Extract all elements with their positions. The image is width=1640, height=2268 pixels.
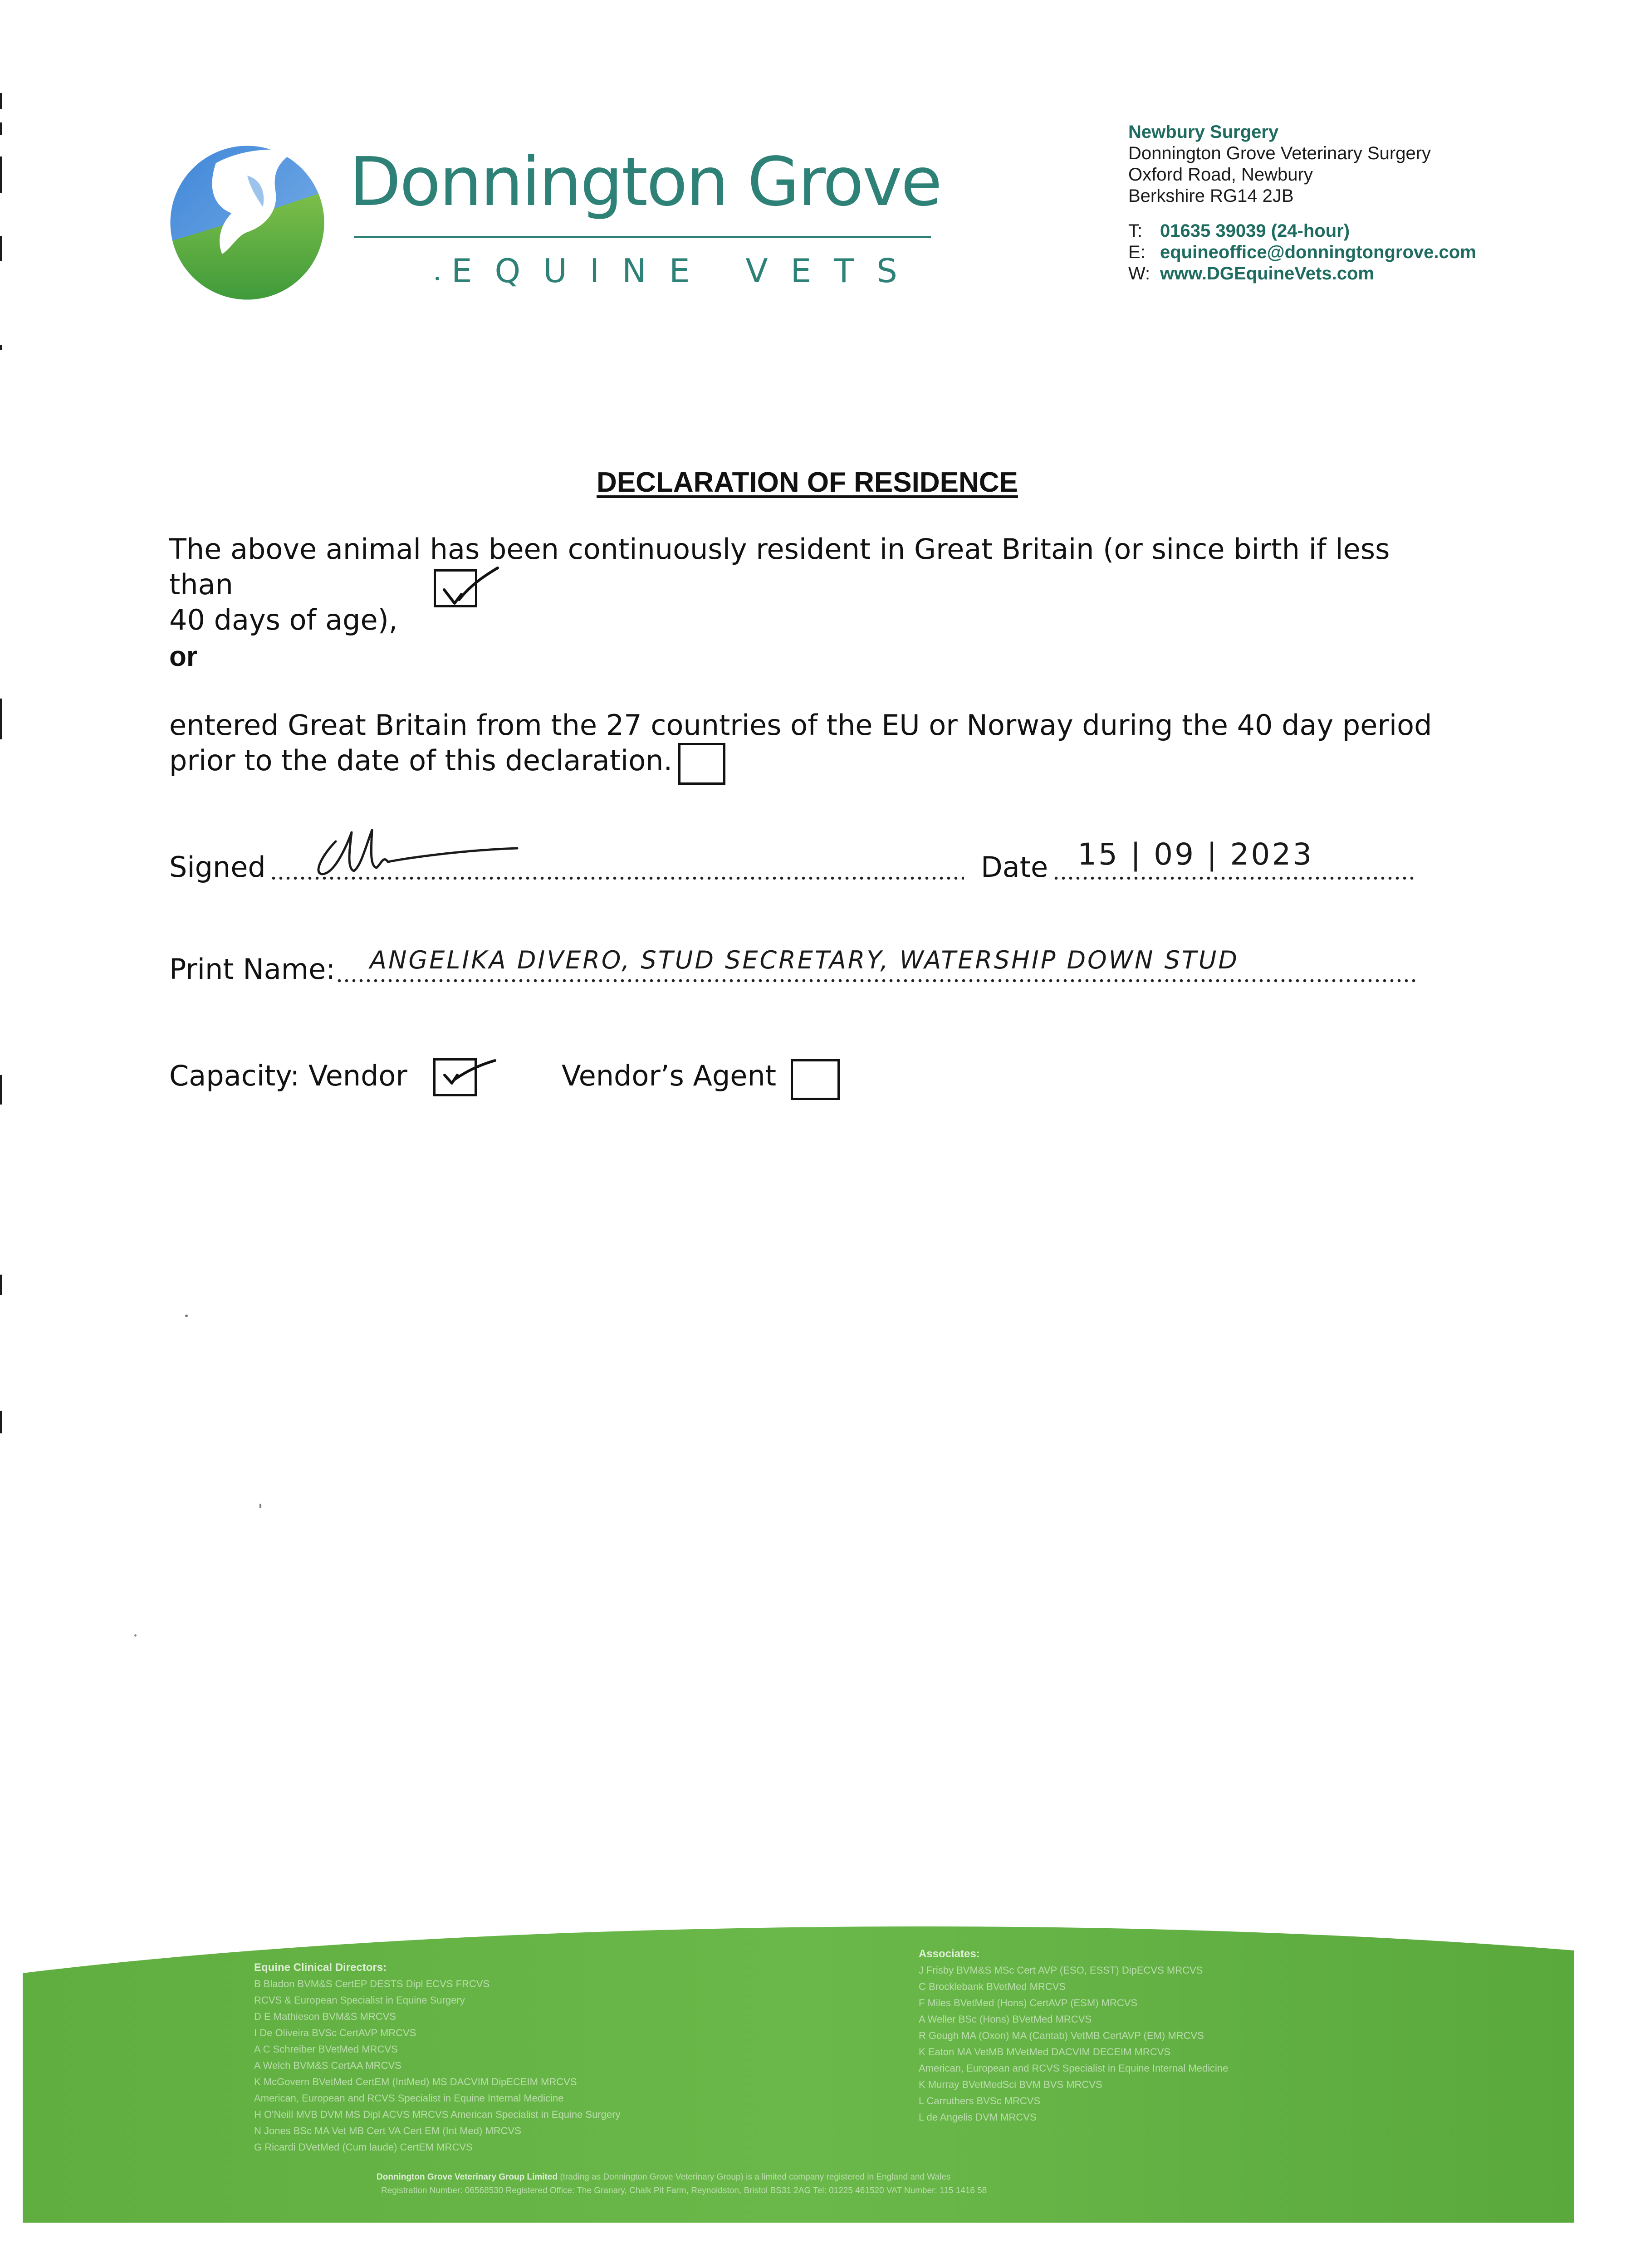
associate-entry: J Frisby BVM&S MSc Cert AVP (ESO, ESST) DipECVS MRCVS [919,1965,1203,1976]
directors-list [254,1960,620,2156]
scan-edge-mark [0,699,2,739]
scan-speck [134,1634,137,1637]
associate-entry: R Gough MA (Oxon) MA (Cantab) VetMB CertAVP (EM) MRCVS [919,2030,1204,2041]
vendors-agent-label: Vendor’s Agent [562,1059,777,1092]
director-entry: A Welch BVM&S CertAA MRCVS [254,2060,401,2071]
associates-list [919,1946,1228,2126]
vendors-agent-checkbox[interactable] [791,1059,840,1100]
director-entry: I De Oliveira BVSc CertAVP MRCVS [254,2027,416,2038]
director-entry: B Bladon BVM&S CertEP DESTS Dipl ECVS FRCVS [254,1978,490,1989]
director-entry: American, European and RCVS Specialist in Equine Internal Medicine [254,2092,564,2104]
company-registration-details: Registration Number: 06568530 Registered Office: The Granary, Chalk Pit Farm, Reynoldston, Bristol BS31 2AG Tel: 01225 461520 VAT Number: 115 1416 58 [381,2186,987,2195]
associate-entry: C Brocklebank BVetMed MRCVS [919,1981,1066,1992]
director-entry: N Jones BSc MA Vet MB Cert VA Cert EM (Int Med) MRCVS [254,2125,521,2136]
scan-edge-mark [0,1411,2,1433]
director-entry: RCVS & European Specialist in Equine Surgery [254,1994,465,2006]
capacity-vendor-label: Capacity: Vendor [169,1059,407,1092]
web-label: W: [1128,264,1150,284]
associate-entry: A Weller BSc (Hons) BVetMed MRCVS [919,2014,1092,2025]
phone-label: T: [1128,221,1143,241]
date-label: Date [981,850,1048,884]
date-line [1053,876,1415,880]
brand-name: Donnington Grove [349,143,941,221]
print-name-value: ANGELIKA DIVERO, STUD SECRETARY, WATERSHIP DOWN STUD [370,946,1239,974]
scan-edge-mark [0,156,2,193]
contact-block [1128,122,1582,284]
scan-speck [259,1504,261,1508]
directors-heading: Equine Clinical Directors: [254,1961,387,1974]
phone-number: 01635 39039 (24-hour) [1160,221,1350,241]
director-entry: H O'Neill MVB DVM MS Dipl ACVS MRCVS American Specialist in Equine Surgery [254,2109,621,2120]
website: www.DGEquineVets.com [1160,264,1374,284]
horse-logo-icon [169,144,326,301]
associate-entry: L Carruthers BVSc MRCVS [919,2095,1041,2107]
print-name-line [336,979,1418,982]
resident-checkbox[interactable] [434,569,477,607]
company-registration [377,2170,987,2198]
address-line: Donnington Grove Veterinary Surgery [1128,143,1431,163]
eu-entry-checkbox[interactable] [678,743,725,785]
statement-line: The above animal has been continuously resident in Great Britain (or since birth if less than [169,533,1390,601]
brand-divider [354,236,931,238]
brand-dot [436,277,439,280]
phone-row [1128,220,1582,242]
associate-entry: F Miles BVetMed (Hons) CertAVP (ESM) MRCVS [919,1997,1138,2009]
director-entry: G Ricardi DVetMed (Cum laude) CertEM MRCVS [254,2141,473,2153]
web-row [1128,263,1582,284]
signature-drawing [308,823,526,882]
associate-entry: L de Angelis DVM MRCVS [919,2112,1037,2123]
eu-entry-statement [169,708,1439,778]
address-line: Oxford Road, Newbury [1128,165,1313,185]
address-line: Berkshire RG14 2JB [1128,186,1294,206]
signed-label: Signed [169,850,266,884]
scan-edge-mark [0,236,2,261]
scan-edge-mark [0,122,2,135]
vendor-checkbox[interactable] [433,1058,477,1096]
date-value: 15 | 09 | 2023 [1077,837,1314,872]
associates-heading: Associates: [919,1948,980,1960]
director-entry: K McGovern BVetMed CertEM (IntMed) MS DACVIM DipECEIM MRCVS [254,2076,577,2087]
page-title: DECLARATION OF RESIDENCE [597,467,1018,498]
associate-entry: K Murray BVetMedSci BVM BVS MRCVS [919,2079,1102,2090]
scan-speck [185,1315,188,1317]
company-name: Donnington Grove Veterinary Group Limited [377,2172,558,2182]
associate-entry: K Eaton MA VetMB MVetMed DACVIM DECEIM MRCVS [919,2046,1171,2058]
scan-edge-mark [0,1275,2,1295]
scan-edge-mark [0,345,2,350]
email-row [1128,242,1582,263]
surgery-name: Newbury Surgery [1128,122,1279,142]
email-label: E: [1128,242,1146,262]
scan-edge-mark [0,1075,2,1105]
brand-tagline: EQUINE VETS [451,252,920,290]
or-separator: or [169,641,197,672]
director-entry: D E Mathieson BVM&S MRCVS [254,2011,396,2022]
associate-entry: American, European and RCVS Specialist in Equine Internal Medicine [919,2063,1229,2074]
company-trading-note: (trading as Donnington Grove Veterinary Group) is a limited company registered in England and Wales [560,2172,951,2182]
director-entry: A C Schreiber BVetMed MRCVS [254,2043,398,2055]
scan-edge-mark [0,93,2,109]
checkmark-icon [434,558,502,612]
statement-line: 40 days of age), [169,603,398,636]
email-address: equineoffice@donningtongrove.com [1160,242,1476,262]
print-name-label: Print Name: [169,953,336,986]
residence-statement [169,532,1439,638]
checkmark-icon [434,1047,502,1101]
statement-line: entered Great Britain from the 27 countries of the EU or Norway during the 40 day period [169,709,1432,742]
statement-line: prior to the date of this declaration. [169,744,673,777]
